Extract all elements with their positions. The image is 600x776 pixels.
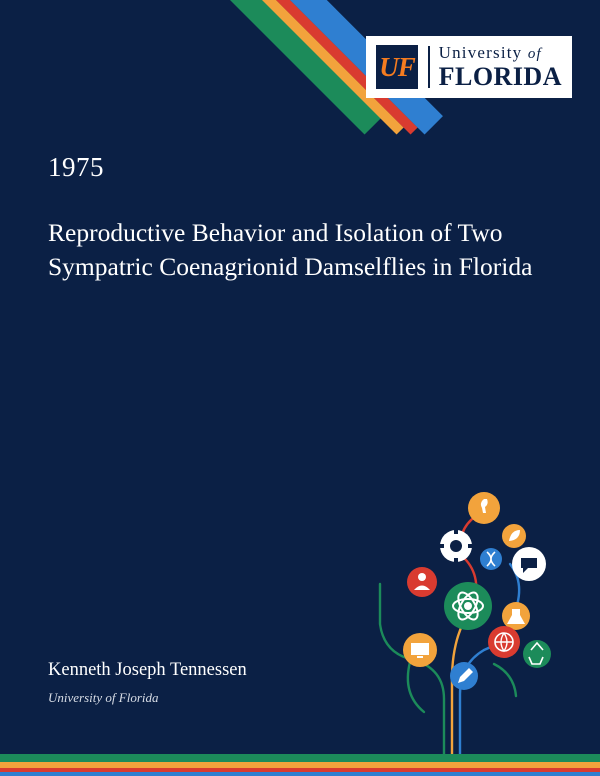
science-icon-tree (344, 464, 564, 754)
logo-florida-word: FLORIDA (438, 62, 562, 91)
uf-logo (366, 36, 572, 98)
monitor-icon (403, 633, 437, 667)
dna-icon (480, 548, 502, 570)
stripe-blue (0, 772, 600, 776)
logo-university-line (439, 44, 562, 62)
logo-wordmark (439, 44, 562, 90)
author-affiliation: University of Florida (48, 690, 159, 705)
atom-icon (444, 582, 492, 630)
lightbulb-icon (468, 492, 500, 524)
people-icon (407, 567, 437, 597)
leaf-icon (502, 524, 526, 548)
logo-divider (428, 46, 430, 88)
gear-icon (438, 528, 474, 564)
uf-monogram: UF (376, 45, 418, 89)
logo-university-word: University (438, 43, 523, 62)
logo-of-word: of (527, 46, 542, 62)
chat-icon (512, 547, 546, 581)
pencil-icon (450, 662, 478, 690)
publication-year: 1975 (48, 152, 104, 182)
recycle-icon (523, 640, 551, 668)
globe-icon (488, 626, 520, 658)
flask-icon (502, 602, 530, 630)
document-title: Reproductive Behavior and Isolation of Two Sympatric Coenagrionid Damselflies in Florida (48, 218, 533, 282)
footer-stripes (0, 754, 600, 776)
author-name: Kenneth Joseph Tennessen (48, 660, 247, 680)
